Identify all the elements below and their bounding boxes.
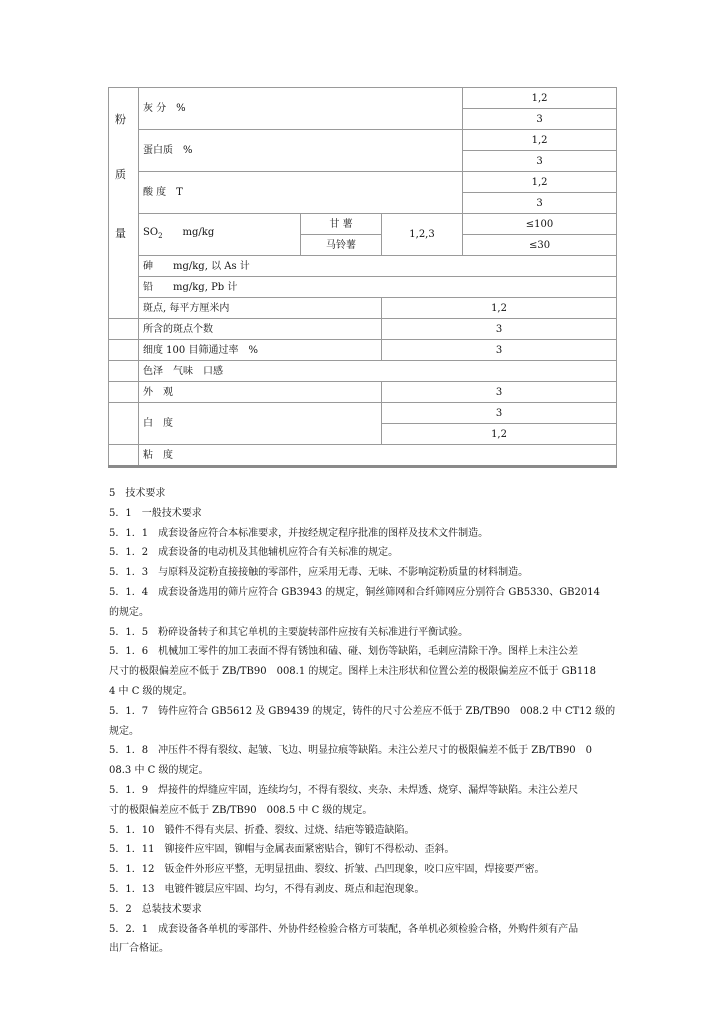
level-cell: 3 (382, 403, 617, 424)
lead-label: 铅 mg/kg, Pb 计 (139, 277, 617, 298)
text-line: 寸的极限偏差应不低于 ZB/TB90 008.5 中 C 级的规定。 (109, 804, 373, 816)
protein-label: 蛋白质 % (139, 130, 463, 172)
table-row (109, 445, 617, 467)
text-line: 5．1．12 钣金件外形应平整，无明显扭曲、裂纹、折皱、凸凹现象，咬口应牢固，焊接要严密。 (109, 864, 545, 876)
level-cell: 1,2 (463, 172, 617, 193)
text-line: 4 中 C 级的规定。 (109, 685, 193, 697)
level-cell: 3 (463, 109, 617, 130)
quality-spec-table (108, 87, 617, 468)
value-cell: ≤100 (463, 214, 617, 235)
text-line: 尺寸的极限偏差应不低于 ZB/TB90 008.1 的规定。图样上未注形状和位置公差的极限偏差应不低于 GB118 (109, 666, 596, 678)
text-line: 5．1．6 机械加工零件的加工表面不得有锈蚀和磕、碰、划伤等缺陷，毛刺应清除干净。图样上未注公差 (109, 646, 579, 658)
text-line: 5．1．2 成套设备的电动机及其他辅机应符合有关标准的规定。 (109, 547, 399, 559)
level-cell: 3 (382, 340, 617, 361)
whiteness-label: 白 度 (139, 403, 382, 445)
text-line: 5．2 总装技术要求 (109, 903, 202, 915)
text-line: 5 技术要求 (109, 488, 166, 499)
level-cell: 1,2 (382, 424, 617, 445)
text-line: 5．1．1 成套设备应符合本标准要求，并按经规定程序批准的图样及技术文件制造。 (109, 527, 489, 539)
so2-subtype: 马铃薯 (301, 235, 382, 256)
level-cell: 1,2 (382, 298, 617, 319)
so2-formula: SO (143, 227, 159, 238)
text-line: 5．1．4 成套设备选用的筛片应符合 GB3943 的规定，铜丝筛网和合纤筛网应分别符合 GB5330、GB2014 (109, 586, 600, 598)
table-row (109, 256, 617, 277)
level-cell: 3 (382, 319, 617, 340)
spots-label-1: 斑点, 每平方厘米内 (139, 298, 382, 319)
so2-subscript: 2 (158, 232, 163, 240)
table-row (109, 340, 617, 361)
text-line: 5．1 一般技术要求 (109, 507, 202, 519)
level-cell: 1,2,3 (382, 214, 463, 256)
acidity-label: 酸 度 T (139, 172, 463, 214)
text-line: 出厂合格证。 (109, 943, 169, 955)
arsenic-label: 砷 mg/kg, 以 As 计 (139, 256, 617, 277)
table-row (109, 130, 617, 151)
table-row (109, 361, 617, 382)
ash-label: 灰 分 % (139, 88, 463, 130)
table-row (109, 403, 617, 424)
text-line: 5．1．8 冲压件不得有裂纹、起皱、飞边、明显拉痕等缺陷。未注公差尺寸的极限偏差不低于 ZB/TB90 0 (109, 745, 593, 757)
so2-unit: mg/kg (182, 227, 215, 238)
text-line: 5．1．5 粉碎设备转子和其它单机的主要旋转部件应按有关标准进行平衡试验。 (109, 626, 469, 638)
table-row (109, 214, 617, 235)
text-line: 5．2．1 成套设备各单机的零部件、外协件经检验合格方可装配，各单机必须检验合格，外购件须有产品 (109, 923, 579, 935)
level-cell: 3 (463, 151, 617, 172)
table-row (109, 277, 617, 298)
text-line: 的规定。 (109, 606, 149, 618)
level-cell: 3 (382, 382, 617, 403)
table-row (109, 88, 617, 109)
text-line: 5．1．11 铆接件应牢固，铆帽与金属表面紧密贴合，铆钉不得松动、歪斜。 (109, 844, 455, 856)
category-char-liang: 量 (115, 227, 126, 240)
table-row (109, 319, 617, 340)
spots-label-2: 所含的斑点个数 (139, 319, 382, 340)
table-row (109, 298, 617, 319)
viscosity-label: 粘 度 (139, 445, 617, 467)
text-line: 5．1．9 焊接件的焊缝应牢固，连续均匀，不得有裂纹、夹杂、未焊透、烧穿、漏焊等缺陷。未注公差尺 (109, 784, 579, 796)
text-line: 5．1．3 与原料及淀粉直接接触的零部件，应采用无毒、无味、不影响淀粉质量的材料制造。 (109, 567, 529, 579)
table-row (109, 172, 617, 193)
so2-subtype: 甘 薯 (301, 214, 382, 235)
so2-label (139, 214, 301, 256)
level-cell: 1,2 (463, 88, 617, 109)
text-line: 规定。 (109, 725, 139, 737)
table-row (109, 382, 617, 403)
text-line: 5．1．10 锻件不得有夹层、折叠、裂纹、过烧、结疤等锻造缺陷。 (109, 824, 415, 836)
color-label: 色泽 气味 口感 (139, 361, 617, 382)
category-char-fen: 粉 (115, 113, 126, 126)
level-cell: 3 (463, 193, 617, 214)
appearance-label: 外 观 (139, 382, 382, 403)
level-cell: 1,2 (463, 130, 617, 151)
fineness-label: 细度 100 目筛通过率 % (139, 340, 382, 361)
text-line: 5．1．13 电镀件镀层应牢固、均匀，不得有剥皮、斑点和起泡现象。 (109, 883, 425, 895)
category-char-zhi: 质 (115, 168, 126, 181)
text-line: 5．1．7 铸件应符合 GB5612 及 GB9439 的规定，铸件的尺寸公差应不低于 ZB/TB90 008.2 中 CT12 级的 (109, 705, 616, 717)
value-cell: ≤30 (463, 235, 617, 256)
text-line: 08.3 中 C 级的规定。 (109, 765, 209, 777)
technical-requirements-text (109, 484, 629, 959)
